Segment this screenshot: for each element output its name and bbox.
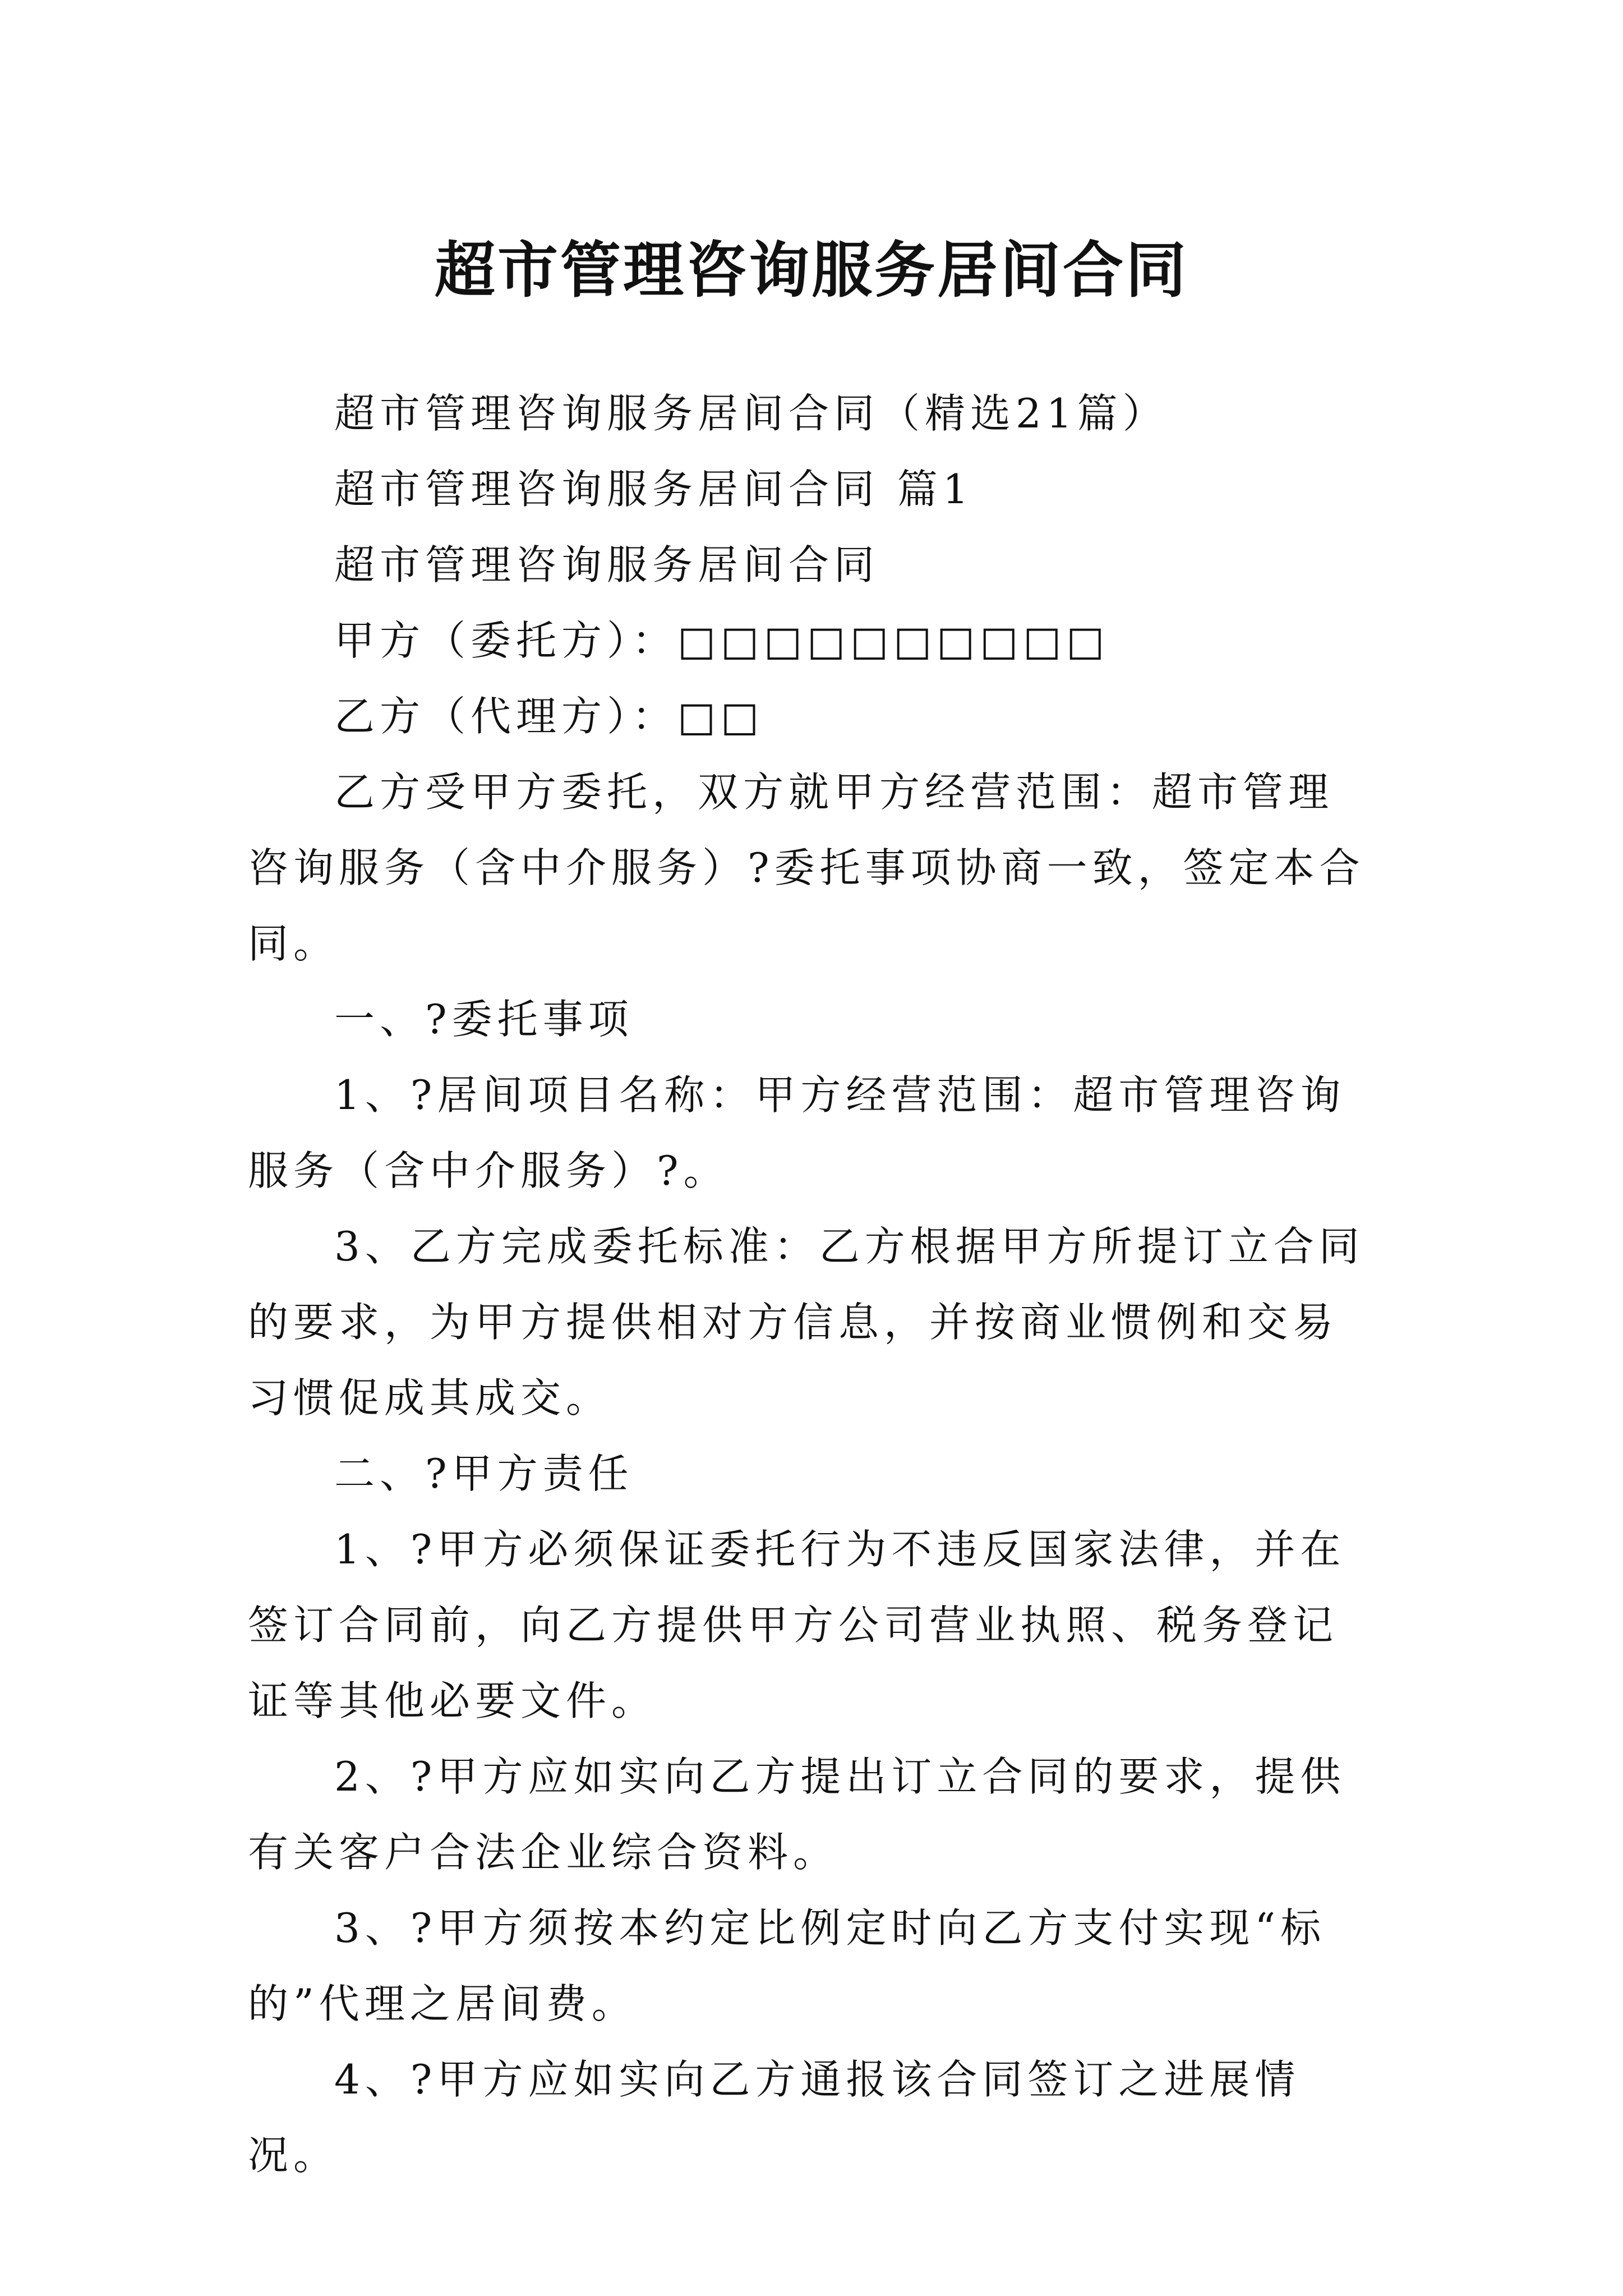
paragraph-project-name: 1、?居间项目名称：甲方经营范围：超市管理咨询服务（含中介服务）?。: [248, 1071, 1346, 1194]
document-title: 超市管理咨询服务居间合同: [434, 235, 1188, 306]
paragraph-preamble: 乙方受甲方委托，双方就甲方经营范围：超市管理咨询服务（含中介服务）?委托事项协商一致，签定本合同。: [248, 769, 1365, 967]
document-body: [248, 376, 1375, 2193]
paragraph-duty-2: 2、?甲方应如实向乙方提出订立合同的要求，提供有关客户合法企业综合资料。: [248, 1753, 1346, 1876]
section-heading-party-a-duties: 二、?甲方责任: [334, 1450, 634, 1497]
paragraph-duty-3: 3、?甲方须按本约定比例定时向乙方支付实现“标的”代理之居间费。: [248, 1904, 1326, 2027]
paragraph-contract-name: 超市管理咨询服务居间合同: [334, 541, 880, 588]
paragraph-duty-4: 4、?甲方应如实向乙方通报该合同签订之进展情况。: [248, 2056, 1301, 2179]
section-heading-entrusted-matters: 一、?委托事项: [334, 996, 634, 1043]
paragraph-party-a: 甲方（委托方）：□□□□□□□□□□: [334, 617, 1110, 664]
paragraph-party-b: 乙方（代理方）：□□: [334, 693, 764, 740]
paragraph-completion-standard: 3、乙方完成委托标准：乙方根据甲方所提订立合同的要求，为甲方提供相对方信息，并按商业惯例和交易习惯促成其成交。: [248, 1223, 1364, 1421]
paragraph-subtitle: 超市管理咨询服务居间合同（精选21篇）: [334, 390, 1168, 437]
paragraph-chapter-heading: 超市管理咨询服务居间合同 篇1: [334, 466, 974, 513]
paragraph-duty-1: 1、?甲方必须保证委托行为不违反国家法律，并在签订合同前，向乙方提供甲方公司营业执照、税务登记证等其他必要文件。: [248, 1526, 1346, 1724]
